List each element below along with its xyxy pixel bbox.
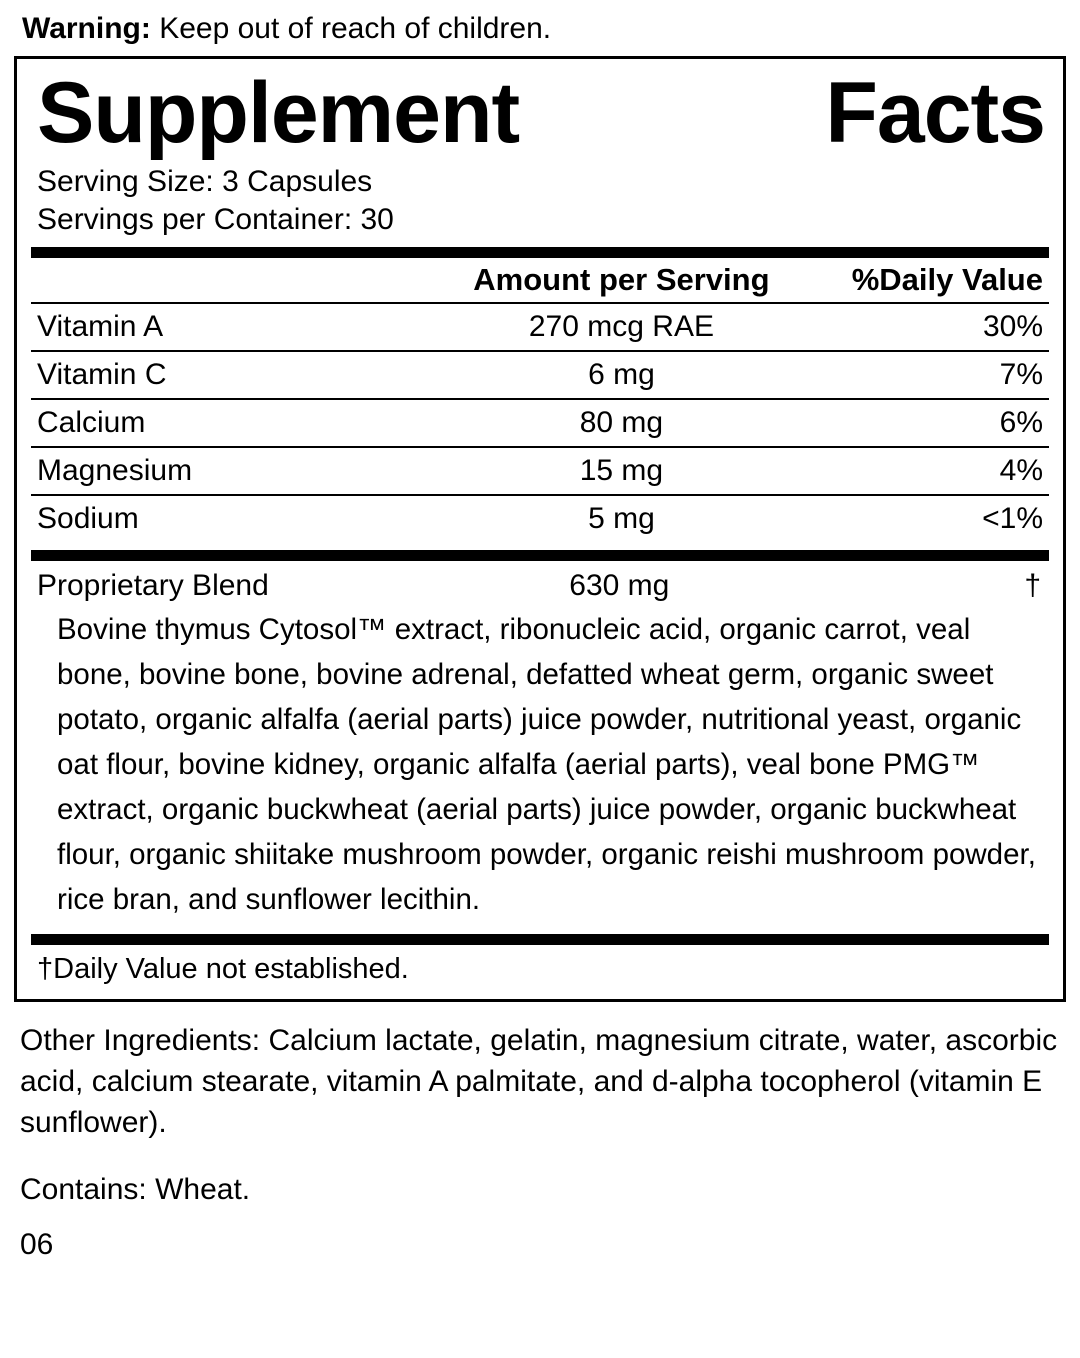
blend-amount: 630 mg [569, 569, 670, 602]
rule-thick-top [31, 247, 1049, 258]
header-nutrient [31, 258, 418, 303]
nutrient-name: Vitamin A [31, 303, 418, 351]
table-row [31, 495, 1049, 542]
warning-text: Keep out of reach of children. [150, 12, 552, 45]
panel-title [31, 65, 1049, 163]
nutrient-name: Sodium [31, 495, 418, 542]
warning-label: Warning: [22, 12, 151, 45]
label-code: 06 [20, 1228, 54, 1261]
panel-title-supplement: Supplement [37, 65, 520, 161]
table-header-row [31, 258, 1049, 303]
supplement-facts-panel [14, 56, 1066, 1002]
serving-size: Serving Size: 3 Capsules [37, 165, 373, 198]
table-row [31, 399, 1049, 447]
label-footer [14, 1002, 1066, 1264]
nutrient-amount: 5 mg [418, 495, 825, 542]
blend-dv: † [1024, 569, 1041, 602]
nutrient-dv: 30% [825, 303, 1049, 351]
warning-statement [14, 0, 1066, 56]
panel-title-facts: Facts [825, 65, 1045, 161]
nutrient-amount: 270 mcg RAE [418, 303, 825, 351]
nutrient-name: Vitamin C [31, 351, 418, 399]
other-ingredients: Other Ingredients: Calcium lactate, gelatin, magnesium citrate, water, ascorbic acid, calcium stearate, vitamin A palmitate, and d-alpha tocopherol (vitamin E sunflower). [20, 1024, 1058, 1139]
daily-value-footnote: †Daily Value not established. [37, 953, 409, 985]
servings-per-container: Servings per Container: 30 [37, 203, 394, 236]
rule-thick-middle [31, 550, 1049, 561]
nutrient-dv: 7% [825, 351, 1049, 399]
header-amount-per-serving: Amount per Serving [473, 262, 770, 297]
blend-ingredients: Bovine thymus Cytosol™ extract, ribonucleic acid, organic carrot, veal bone, bovine bone, bovine adrenal, defatted wheat germ, organic sweet potato, organic alfalfa (aerial parts) juice powder, nutritional yeast, organic oat flour, bovine kidney, organic alfalfa (aerial parts), veal bone PMG™ extract, organic buckwheat (aerial parts) juice powder, organic buckwheat flour, organic shiitake mushroom powder, organic reishi mushroom powder, rice bran, and sunflower lecithin. [57, 613, 1036, 916]
table-row [31, 351, 1049, 399]
header-daily-value: %Daily Value [851, 262, 1043, 297]
nutrition-table [31, 258, 1049, 542]
nutrient-name: Calcium [31, 399, 418, 447]
nutrient-name: Magnesium [31, 447, 418, 495]
nutrient-dv: 6% [825, 399, 1049, 447]
table-row [31, 303, 1049, 351]
blend-name: Proprietary Blend [37, 569, 269, 602]
proprietary-blend-row [31, 561, 1049, 607]
table-row [31, 447, 1049, 495]
nutrient-amount: 80 mg [418, 399, 825, 447]
nutrient-dv: 4% [825, 447, 1049, 495]
contains-statement: Contains: Wheat. [20, 1173, 251, 1206]
nutrient-amount: 6 mg [418, 351, 825, 399]
nutrient-amount: 15 mg [418, 447, 825, 495]
nutrient-dv: <1% [825, 495, 1049, 542]
rule-thick-bottom [31, 934, 1049, 945]
